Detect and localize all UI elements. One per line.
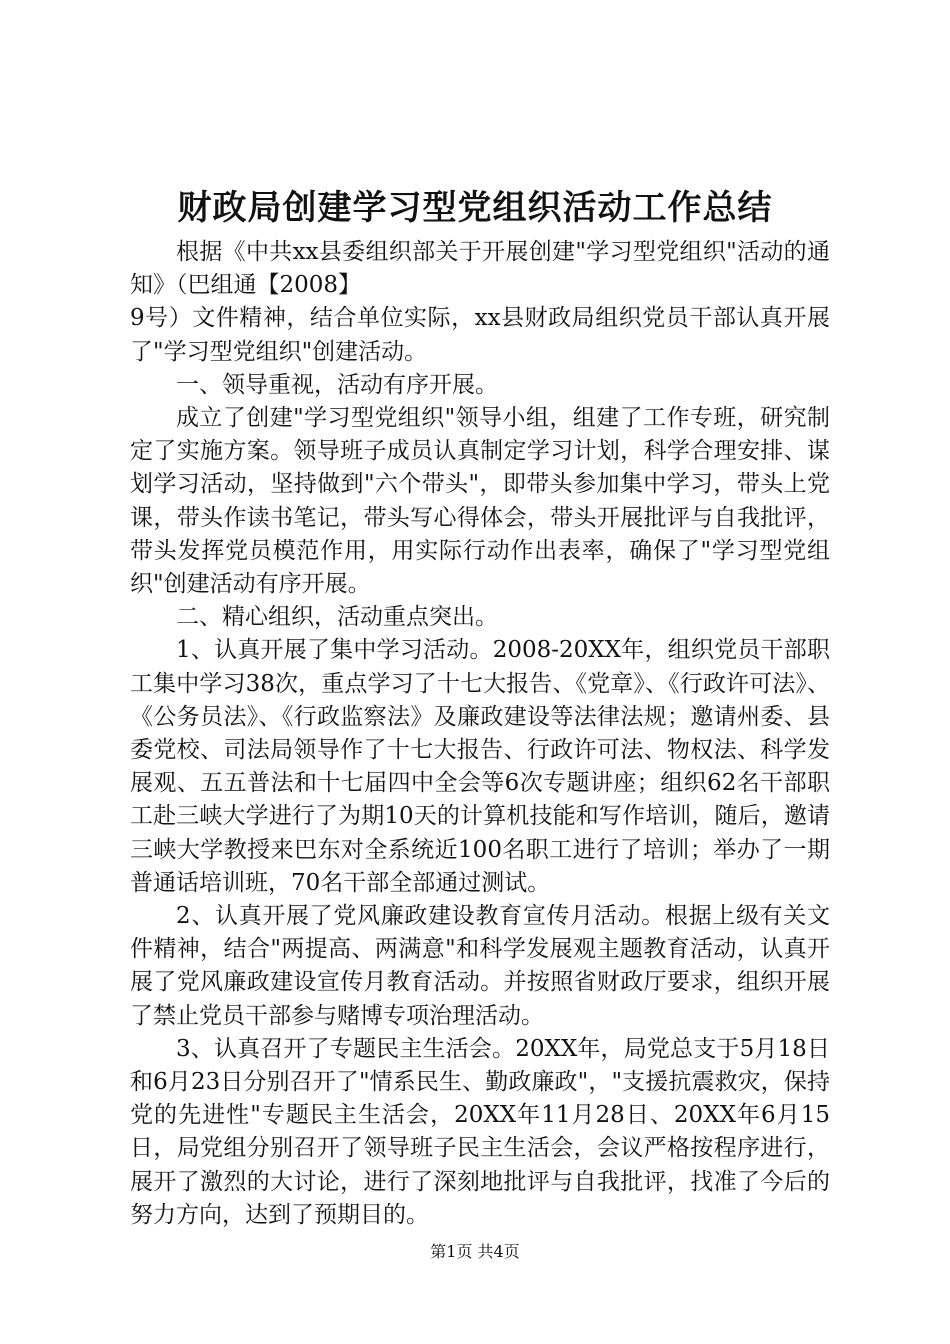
paragraph: 1、认真开展了集中学习活动。2008-20XX年，组织党员干部职工集中学习38次，重点学习了十七大报告、《党章》、《行政许可法》、《公务员法》、《行政监察法》及廉政建设等法律法规；邀请州委、县委党校、司法局领导作了十七大报告、行政许可法、物权法、科学发展观、五五普法和十七届四中全会等6次专题讲座；组织62名干部职工赴三峡大学进行了为期10天的计算机技能和写作培训，随后，邀请三峡大学教授来巴东对全系统近100名职工进行了培训；举办了一期普通话培训班，70名干部全部通过测试。: [130, 637, 830, 896]
paragraph: 成立了创建"学习型党组织"领导小组，组建了工作专班，研究制定了实施方案。领导班子成员认真制定学习计划，科学合理安排、谋划学习活动，坚持做到"六个带头"，即带头参加集中学习，带头上党课，带头作读书笔记，带头写心得体会，带头开展批评与自我批评，带头发挥党员模范作用，用实际行动作出表率，确保了"学习型党组织"创建活动有序开展。: [130, 405, 830, 598]
paragraph: 根据《中共xx县委组织部关于开展创建"学习型党组织"活动的通知》（巴组通【2008】: [130, 239, 830, 299]
paragraph: 2、认真开展了党风廉政建设教育宣传月活动。根据上级有关文件精神，结合"两提高、两满意"和科学发展观主题教育活动，认真开展了党风廉政建设宣传月教育活动。并按照省财政厅要求，组织开展了禁止党员干部参与赌博专项治理活动。: [130, 903, 830, 1029]
page-number-footer: 第1页 共4页: [430, 1242, 520, 1261]
section-heading: 一、领导重视，活动有序开展。: [176, 371, 498, 398]
document-body: [130, 236, 830, 1232]
paragraph: 3、认真召开了专题民主生活会。20XX年，局党总支于5月18日和6月23日分别召开了"情系民生、勤政廉政"，"支援抗震救灾，保持党的先进性"专题民主生活会，20XX年11月28日、20XX年6月15日，局党组分别召开了领导班子民主生活会，会议严格按程序进行，展开了激烈的大讨论，进行了深刻地批评与自我批评，找准了今后的努力方向，达到了预期目的。: [130, 1035, 830, 1228]
section-heading: 二、精心组织，活动重点突出。: [176, 604, 498, 631]
document-title: 财政局创建学习型党组织活动工作总结: [177, 188, 773, 228]
paragraph: 9号）文件精神，结合单位实际，xx县财政局组织党员干部认真开展了"学习型党组织"创建活动。: [130, 305, 830, 365]
